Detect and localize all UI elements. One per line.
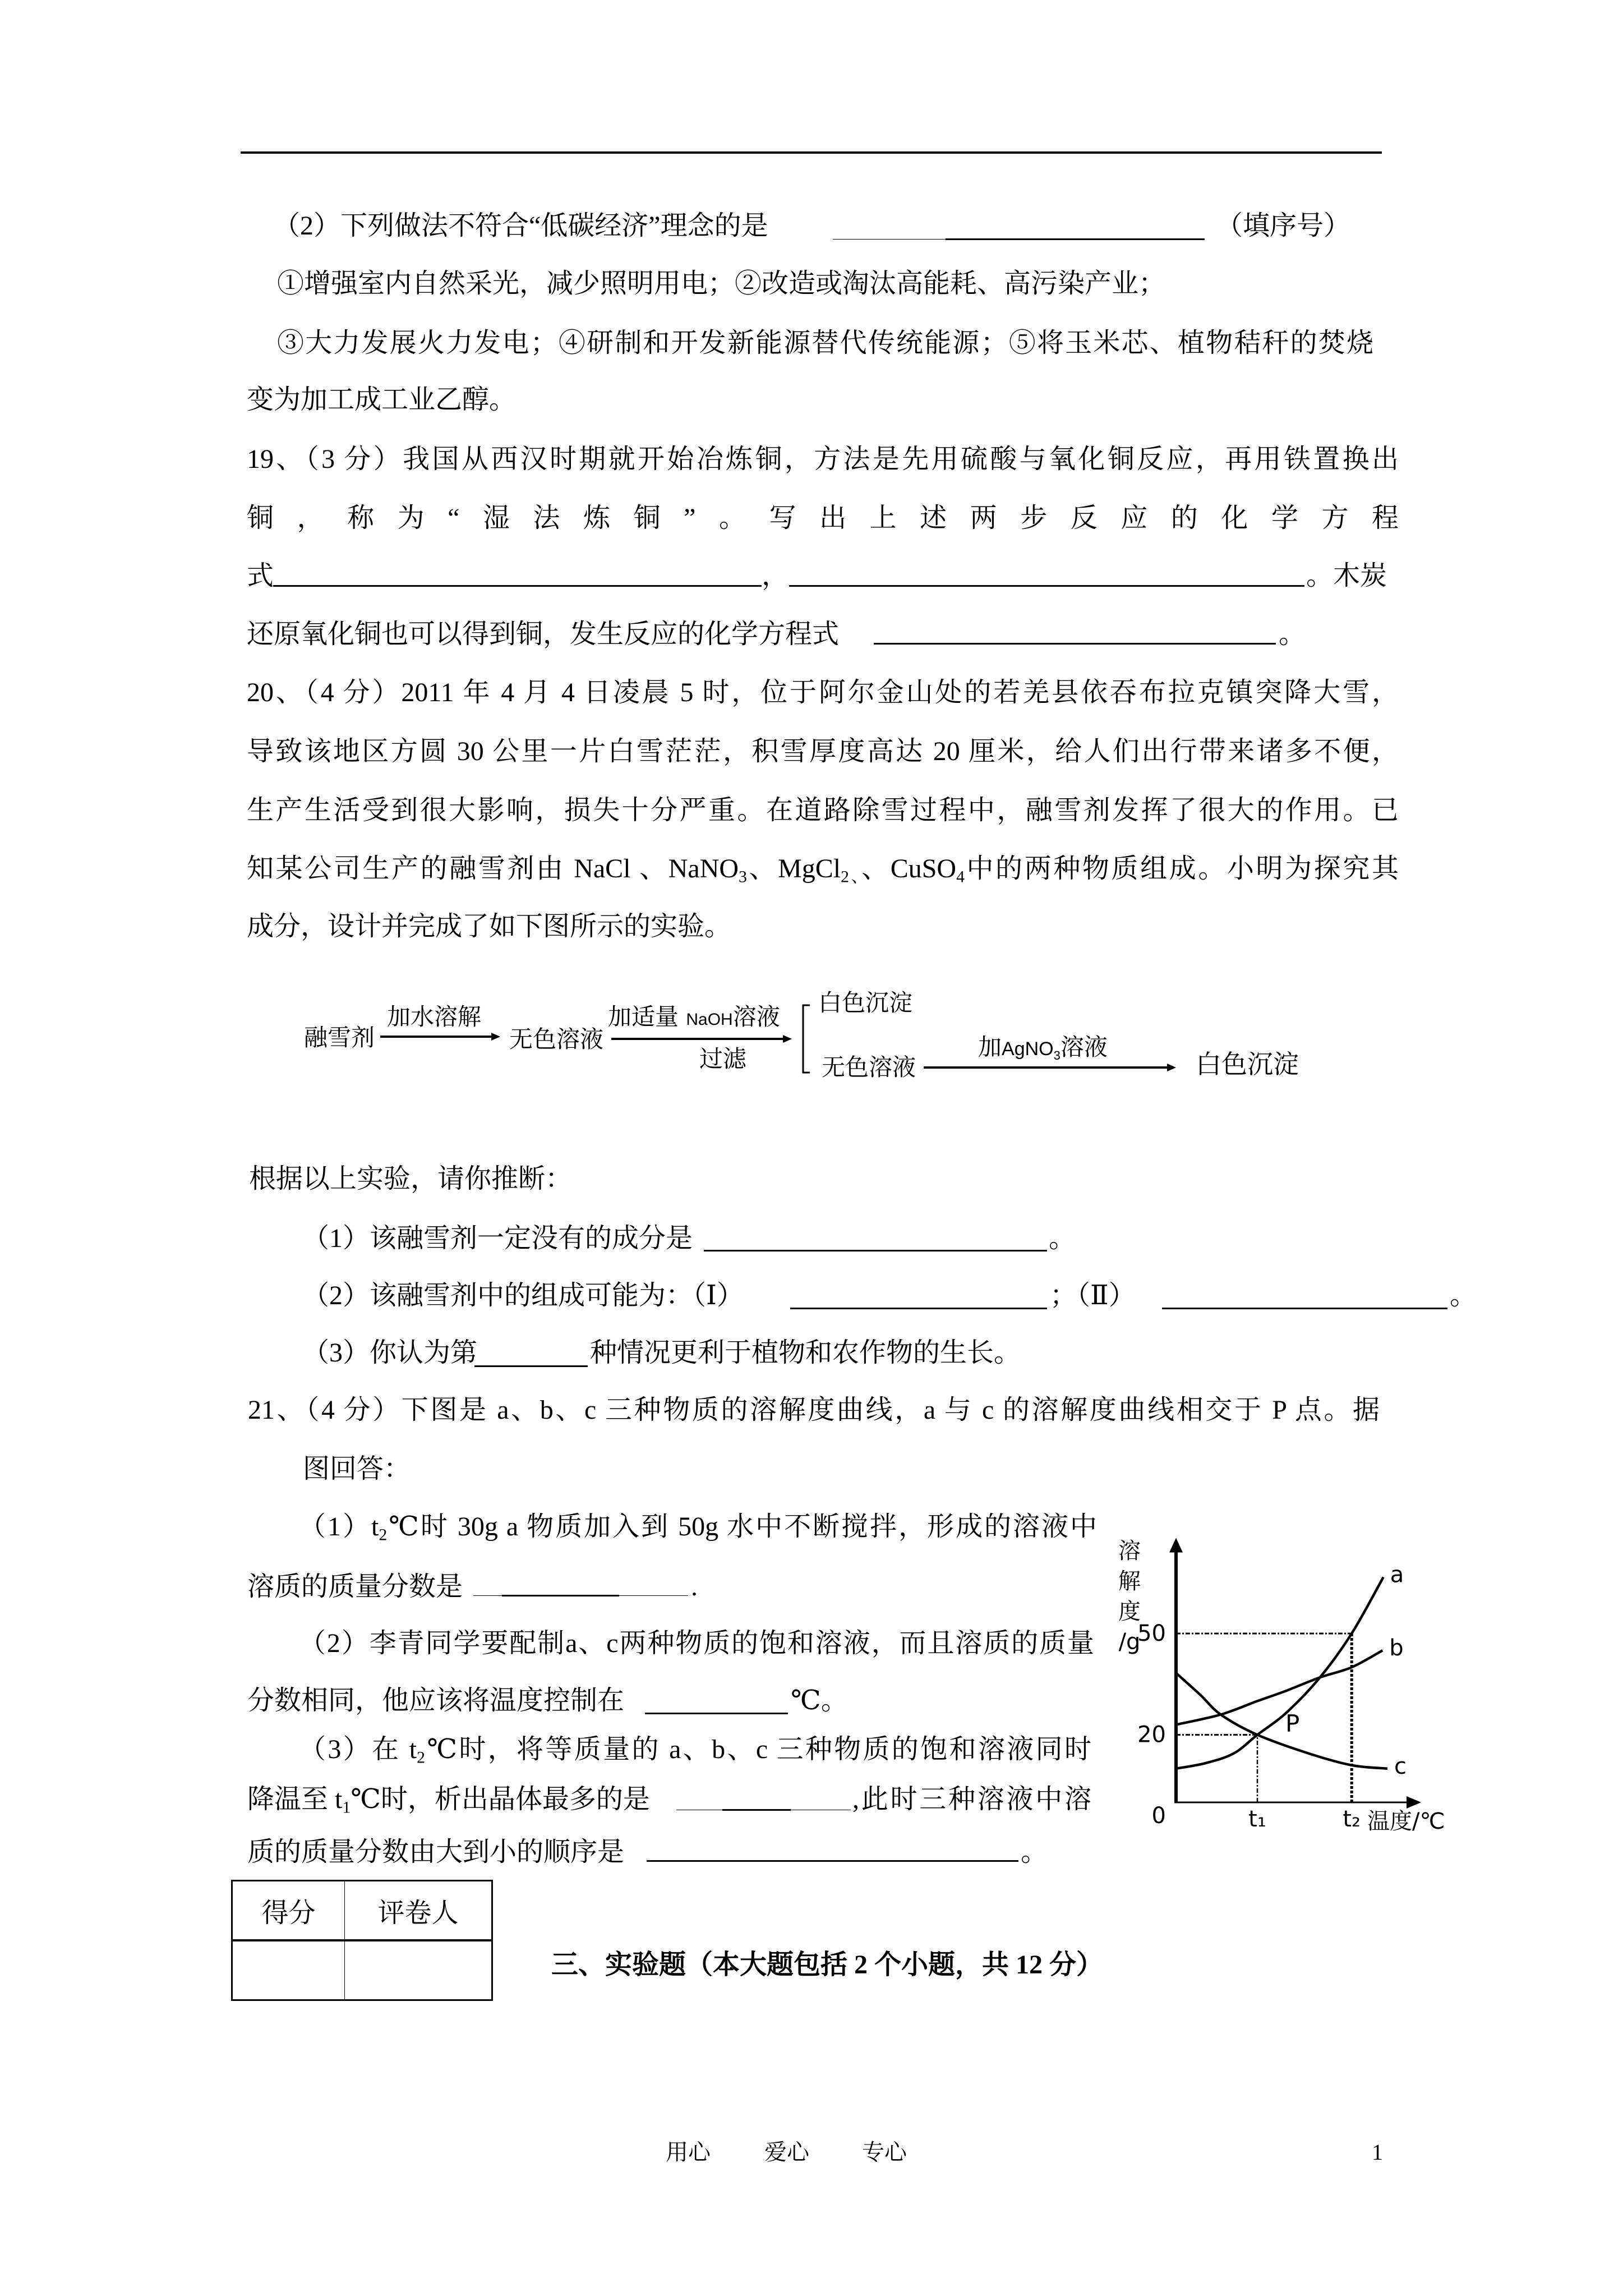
text-run: 加适量 xyxy=(608,1003,686,1030)
q19-line3-end: 。木炭 xyxy=(1306,561,1387,591)
q19-charcoal-prompt: 还原氧化铜也可以得到铜，发生反应的化学方程式 xyxy=(247,619,840,649)
answer-blank xyxy=(874,643,1276,645)
answer-blank xyxy=(789,585,1304,587)
q19-formula-label: 式 xyxy=(247,561,274,591)
q21-sub1-end: . xyxy=(691,1572,698,1602)
flow-branch-precipitate: 白色沉淀 xyxy=(818,989,913,1016)
flow-final-precipitate: 白色沉淀 xyxy=(1196,1049,1299,1079)
reagent-formula: NaOH xyxy=(686,1010,733,1029)
score-table xyxy=(231,1880,493,2001)
q21-sub3-prompt xyxy=(247,1783,650,1816)
q21-sub3-order-prompt: 质的质量分数由大到小的顺序是 xyxy=(247,1837,625,1867)
subscript: 2 xyxy=(417,1748,425,1767)
text-run: 知某公司生产的融雪剂由 NaCl 、NaNO xyxy=(247,854,739,884)
q20-stem-line: 成分，设计并完成了如下图所示的实验。 xyxy=(247,912,732,941)
y-tick-label-20: 20 xyxy=(1137,1722,1166,1748)
footer-motto: 用心 xyxy=(666,2139,711,2165)
q20-stem-line: 生产生活受到很大影响，损失十分严重。在道路除雪过程中，融雪剂发挥了很大的作用。已 xyxy=(247,795,1399,825)
flow-step1-label: 加水溶解 xyxy=(387,1003,482,1030)
q19-stem-line: 19、（3 分）我国从西汉时期就开始冶炼铜，方法是先用硫酸与氧化铜反应，再用铁置换出 xyxy=(247,444,1399,474)
text-run: 溶液 xyxy=(732,1003,780,1030)
curve-a xyxy=(1176,1577,1384,1768)
grader-header: 评卷人 xyxy=(345,1881,492,1941)
arrowhead-icon xyxy=(491,1033,500,1041)
q20-sub2-mid: ；（Ⅱ） xyxy=(1050,1281,1136,1310)
answer-blank xyxy=(645,1713,788,1714)
q21-sub3-line xyxy=(299,1733,1091,1766)
q20-sub2-prompt: （2）该融雪剂中的组成可能为：（Ⅰ） xyxy=(302,1281,744,1310)
answer-blank xyxy=(273,585,762,587)
q21-sub2-prompt: 分数相同，他应该将温度控制在 xyxy=(247,1686,625,1715)
q21-sub2-end: ℃。 xyxy=(791,1686,848,1715)
text-run: 降温至 t xyxy=(247,1784,343,1814)
text-run: 加 xyxy=(978,1033,1002,1061)
q20-stem-line: 导致该地区方圆 30 公里一片白雪茫茫，积雪厚度高达 20 厘米，给人们出行带来诸多不便， xyxy=(247,737,1399,766)
score-table-value-row xyxy=(232,1940,492,2000)
curve-c xyxy=(1176,1673,1387,1768)
q20-sub1-end: 。 xyxy=(1049,1223,1076,1253)
y-axis-title-part: /g xyxy=(1118,1629,1141,1655)
q21-sub1-line xyxy=(299,1510,1097,1544)
y-tick-label-0: 0 xyxy=(1151,1803,1166,1829)
x-tick-label-1: t₁ xyxy=(1248,1806,1266,1832)
curve-label-a: a xyxy=(1390,1562,1404,1588)
flow-step2-note: 过滤 xyxy=(699,1045,747,1073)
subscript: 2 xyxy=(379,1525,388,1544)
x-axis-title: 温度/℃ xyxy=(1367,1809,1445,1834)
answer-blank xyxy=(704,1250,1047,1251)
text-run: 、MgCl xyxy=(746,854,841,884)
header-rule xyxy=(241,151,1382,154)
curve-label-b: b xyxy=(1389,1635,1404,1662)
grader-cell xyxy=(345,1940,492,2000)
answer-blank xyxy=(502,1595,619,1596)
q20-sub2-end: 。 xyxy=(1450,1281,1477,1310)
x-tick-label-2: t₂ xyxy=(1343,1806,1361,1832)
q19-stem-line: 铜，称为“湿法炼铜”。写出上述两步反应的化学方程 xyxy=(247,503,1399,533)
solubility-chart xyxy=(1110,1534,1469,1837)
answer-blank xyxy=(722,1809,791,1811)
arrowhead-icon xyxy=(1167,1064,1176,1071)
q20-infer-intro: 根据以上实验，请你推断： xyxy=(249,1164,573,1194)
q20-stem-line xyxy=(247,852,1399,886)
q19-separator: ， xyxy=(762,561,789,591)
q18-part2-prompt: （2）下列做法不符合“低碳经济”理念的是 xyxy=(273,211,768,241)
y-axis-title-part: 溶 xyxy=(1118,1538,1141,1564)
subscript: 2、 xyxy=(841,867,862,886)
score-cell xyxy=(232,1940,345,2000)
answer-blank xyxy=(833,239,946,240)
page-number: 1 xyxy=(1372,2139,1383,2165)
score-header: 得分 xyxy=(232,1881,345,1941)
q21-sub1-prompt: 溶质的质量分数是 xyxy=(247,1572,463,1602)
y-axis-title-part: 度 xyxy=(1118,1599,1141,1625)
flow-start: 融雪剂 xyxy=(304,1024,375,1051)
footer-motto: 爱心 xyxy=(764,2139,809,2165)
q20-sub1-prompt: （1）该融雪剂一定没有的成分是 xyxy=(302,1223,693,1253)
q18-part2-suffix: （填序号） xyxy=(1216,211,1351,241)
text-run: ℃时，将等质量的 a、b、c 三种物质的饱和溶液同时 xyxy=(425,1734,1091,1764)
q20-sub3-prompt: （3）你认为第 xyxy=(302,1338,478,1368)
answer-blank xyxy=(790,1308,1047,1309)
point-label-P: P xyxy=(1285,1710,1300,1738)
q21-sub2-line: （2）李青同学要配制a、c两种物质的饱和溶液，而且溶质的质量 xyxy=(299,1628,1094,1658)
flow-branch-solution: 无色溶液 xyxy=(822,1053,916,1081)
section-title: 三、实验题（本大题包括 2 个小题，共 12 分） xyxy=(551,1950,1104,1980)
branch-bracket xyxy=(803,1005,810,1073)
text-run: 中的两种物质组成。小明为探究其 xyxy=(964,854,1399,884)
q18-option-line: 变为加工成工业乙醇。 xyxy=(247,385,517,415)
subscript: 1 xyxy=(342,1798,351,1817)
subscript: 4 xyxy=(956,867,965,886)
reagent-formula: AgNO xyxy=(1002,1038,1054,1060)
q21-stem-line: 21、（4 分）下图是 a、b、c 三种物质的溶解度曲线，a 与 c 的溶解度曲线相交于 P 点。据 xyxy=(248,1395,1380,1425)
text-run: （1）t xyxy=(299,1512,379,1542)
answer-blank xyxy=(473,1595,502,1596)
y-axis-title-part: 解 xyxy=(1118,1568,1141,1594)
flow-result1: 无色溶液 xyxy=(509,1025,604,1053)
answer-blank xyxy=(647,1860,1018,1862)
text-run: 溶液 xyxy=(1060,1033,1108,1061)
text-run: （3）在 t xyxy=(299,1734,417,1764)
subscript: 3 xyxy=(739,867,747,886)
q21-sub3-end: 。 xyxy=(1021,1837,1048,1867)
q21-stem-line: 图回答： xyxy=(303,1454,411,1484)
answer-blank xyxy=(1162,1308,1447,1309)
answer-blank xyxy=(474,1365,588,1367)
y-axis-arrow-icon xyxy=(1169,1538,1183,1552)
subscript: 3 xyxy=(1053,1048,1061,1062)
x-axis-arrow-icon xyxy=(1407,1796,1421,1809)
text-run: ℃时，析出晶体最多的是 xyxy=(351,1784,650,1814)
arrowhead-icon xyxy=(783,1035,792,1043)
score-table-header-row xyxy=(232,1881,492,1941)
q21-sub3-continuation: ,此时三种溶液中溶 xyxy=(852,1784,1091,1814)
q18-option-line: ①增强室内自然采光，减少照明用电；②改造或淘汰高能耗、高污染产业； xyxy=(277,269,1166,298)
text-run: ℃时 30g a 物质加入到 50g 水中不断搅拌，形成的溶液中 xyxy=(387,1512,1097,1542)
answer-blank xyxy=(946,238,1205,240)
y-tick-label-50: 50 xyxy=(1137,1621,1166,1646)
flow-arrows xyxy=(280,987,1346,1099)
answer-blank xyxy=(619,1595,688,1596)
footer-motto: 专心 xyxy=(862,2139,907,2165)
q18-option-line: ③大力发展火力发电；④研制和开发新能源替代传统能源；⑤将玉米芯、植物秸秆的焚烧 xyxy=(277,328,1373,358)
q19-line4-end: 。 xyxy=(1279,619,1306,649)
q20-stem-line: 20、（4 分）2011 年 4 月 4 日凌晨 5 时，位于阿尔金山处的若羌县依吞布拉克镇突降大雪， xyxy=(247,678,1399,707)
text-run: 、CuSO xyxy=(861,854,957,884)
q20-sub3-end: 种情况更利于植物和农作物的生长。 xyxy=(590,1338,1021,1368)
curve-label-c: c xyxy=(1394,1753,1407,1779)
